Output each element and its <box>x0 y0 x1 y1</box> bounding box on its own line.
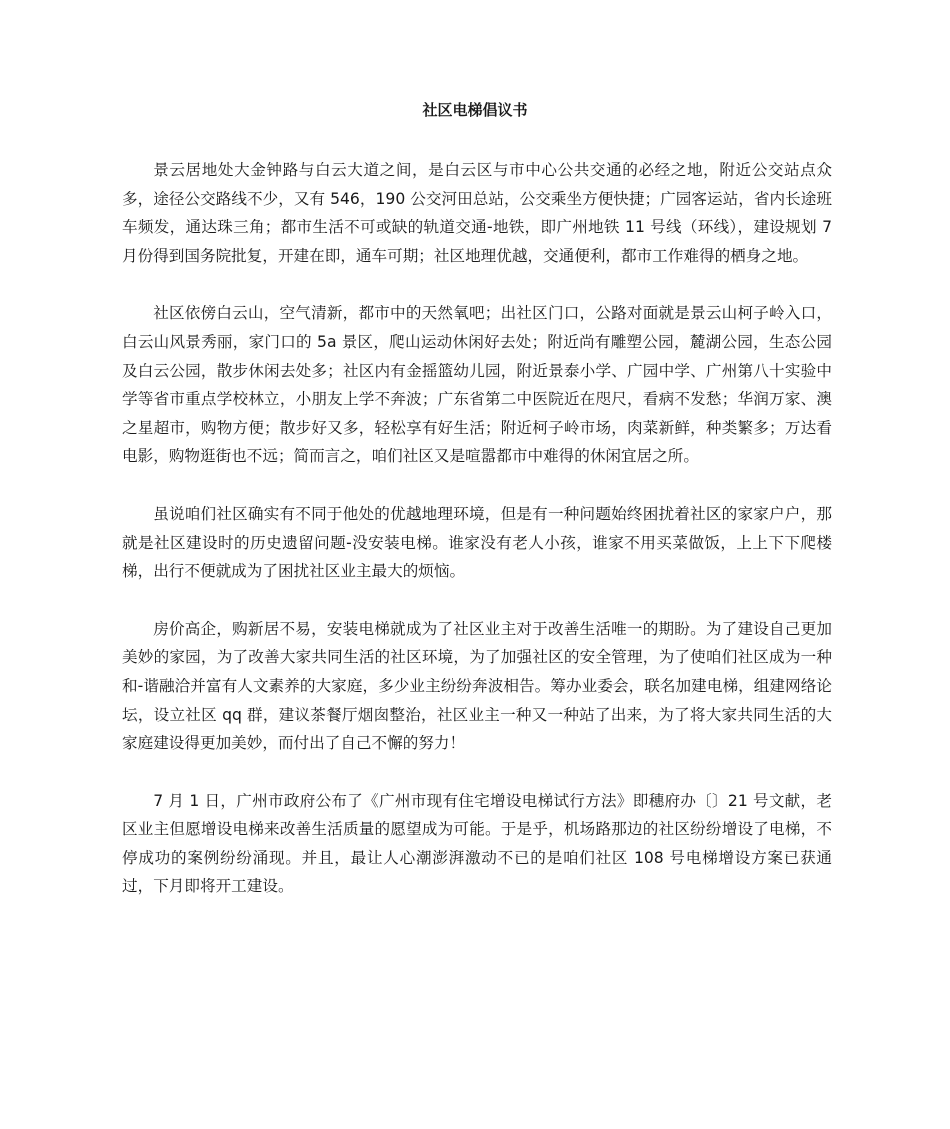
paragraph-government-policy: 7 月 1 日，广州市政府公布了《广州市现有住宅增设电梯试行方法》即穗府办〔〕21 号文献，老区业主但愿增设电梯来改善生活质量的愿望成为可能。于是乎，机场路那边的社区纷纷增设了电梯，不停成功的案例纷纷涌现。并且，最让人心潮澎湃激动不已的是咱们社区 108 号电梯增设方案已获通过，下月即将开工建设。 <box>122 791 832 896</box>
paragraph-environment-amenities: 社区依傍白云山，空气清新，都市中的天然氧吧；出社区门口，公路对面就是景云山柯子岭入口，白云山风景秀丽，家门口的 5a 景区，爬山运动休闲好去处；附近尚有雕塑公园，麓湖公园，生态公园及白云公园，散步休闲去处多；社区内有金摇篮幼儿园，附近景泰小学、广园中学、广州第八十实验中学等省市重点学校林立，小朋友上学不奔波；广东省第二中医院近在咫尺，看病不发愁；华润万家、澳之星超市，购物方便；散步好又多，轻松享有好生活；附近柯子岭市场，肉菜新鲜，种类繁多；万达看电影，购物逛街也不远；简而言之，咱们社区又是喧嚣都市中难得的休闲宜居之所。 <box>122 304 832 466</box>
paragraph-location-transport: 景云居地处大金钟路与白云大道之间，是白云区与市中心公共交通的必经之地，附近公交站点众多，途径公交路线不少，又有 546，190 公交河田总站，公交乘坐方便快捷；广园客运站，省内长途班车频发，通达珠三角；都市生活不可或缺的轨道交通-地铁，即广州地铁 11 号线（环线），建设规划 7 月份得到国务院批复，开建在即，通车可期；社区地理优越，交通便利，都市工作难得的栖身之地。 <box>122 161 832 265</box>
paragraph-no-elevator-problem: 虽说咱们社区确实有不同于他处的优越地理环境，但是有一种问题始终困扰着社区的家家户户，那就是社区建设时的历史遗留问题-没安装电梯。谁家没有老人小孩，谁家不用买菜做饭，上上下下爬楼梯，出行不便就成为了困扰社区业主最大的烦恼。 <box>122 504 832 581</box>
document-body <box>122 156 832 930</box>
paragraph-owner-efforts: 房价高企，购新居不易，安装电梯就成为了社区业主对于改善生活唯一的期盼。为了建设自己更加美妙的家园，为了改善大家共同生活的社区环境，为了加强社区的安全管理，为了使咱们社区成为一种和-谐融洽并富有人文素养的大家庭，多少业主纷纷奔波相告。筹办业委会，联名加建电梯，组建网络论坛，设立社区 qq 群，建议茶餐厅烟囱整治，社区业主一种又一种站了出来，为了将大家共同生活的大家庭建设得更加美妙，而付出了自己不懈的努力！ <box>122 619 832 753</box>
document-title: 社区电梯倡议书 <box>422 101 528 119</box>
